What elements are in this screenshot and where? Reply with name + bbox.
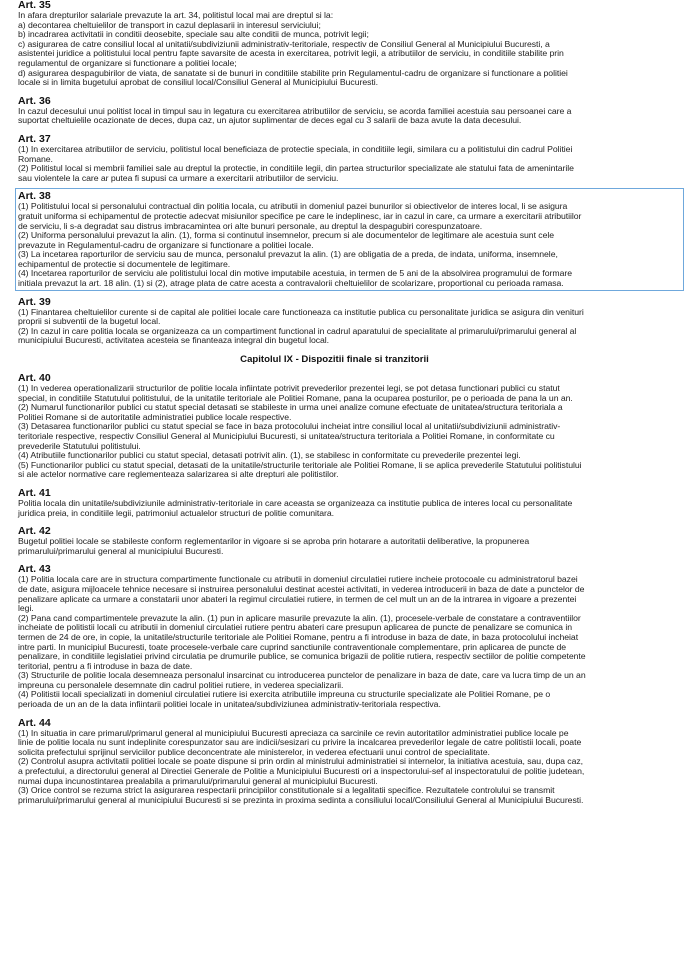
article-title: Art. 43: [18, 563, 51, 576]
article: [18, 134, 669, 183]
article-paragraph: (1) In exercitarea atributiilor de serviciu, politistul local beneficiaza de protectie speciala, in conditiile legii, similara cu a politistului din cadrul Politiei Romane.: [18, 143, 573, 164]
article-title: Art. 41: [18, 486, 51, 499]
article-title: Art. 39: [18, 295, 51, 308]
article-paragraph: (2) Numarul functionarilor publici cu statut special detasati se stabileste in urma unei analize comune efectuate de unitatea/structura teritoriala a Politiei Romane si de autoritatile administratiei publice locale respective.: [18, 402, 563, 422]
article-paragraph: Bugetul politiei locale se stabileste conform reglementarilor in vigoare si se aproba prin hotarare a autoritatii deliberative, la propunerea primarului/primarului general al municipiului Bucuresti.: [18, 536, 530, 556]
article-title: Art. 40: [18, 372, 51, 385]
article-paragraph: (4) Politistii locali specializati in domeniul circulatiei rutiere isi exercita atributiile impreuna cu structurile specializate ale Politiei Romane, pe o perioada de un an de la data infiintarii politiei locale in unitatea/subdiviziunea administrativ-teritoriala respectiva.: [18, 689, 551, 710]
article-title: Art. 38: [18, 190, 51, 203]
article-paragraph: (2) In cazul in care politia locala se organizeaza ca un compartiment functional in cadrul aparatului de specialitate al primarului/primarului general al municipiului Bucuresti, activitatea acesteia se finanteaza integral din bugetul local.: [18, 325, 577, 346]
article-title: Art. 44: [18, 716, 51, 729]
article: [18, 297, 669, 346]
article-paragraph: Politia locala din unitatile/subdiviziunile administrativ-teritoriale in care aceasta se organizeaza ca institutie publica de interes local cu personalitate juridica preia, in conditiile legii, patrimoniul actualelor structuri de politie comunitara.: [18, 497, 573, 518]
article-title: Art. 35: [18, 0, 51, 11]
article-paragraph: (1) Politistului local si personalului contractual din politia locala, cu atributii in domeniul pazei bunurilor si obiectivelor de interes local, li se asigura gratuit uniforma si echipamentul de protectie adecvat misiunilor specifice pe care le indeplinesc, iar in cazul in care, ca urmare a exercitarii atributiilor de serviciu, li s-a degradat sau distrus imbracamintea ori alte bunuri personale, au dreptul la despagubiri corespunzatoare.: [18, 201, 582, 231]
article-paragraph: (3) Structurile de politie locala desemneaza personalul insarcinat cu introducerea punctelor de penalizare in baza de date, care va lucra timp de un an impreuna cu personalele desemnate din cadrul politiei rutiere, in vederea specializarii.: [18, 670, 586, 690]
article: [18, 373, 669, 480]
article-paragraph: (4) Atributiile functionarilor publici cu statut special, detasati potrivit alin. (1), se stabilesc in conformitate cu prevederile prezentei legi.: [18, 450, 521, 461]
article: [18, 564, 669, 709]
article: [18, 0, 669, 88]
article: [18, 488, 669, 518]
article-paragraph: (1) In vederea operationalizarii structurilor de politie locala infiintate potrivit prevederilor prezentei legi, se pot detasa functionari publici cu statut special, in conditiile Statutului politistului, de la unitatile teritoriale ale Politiei Romane, pana la ocuparea posturilor, pe o perioada de pana la un an.: [18, 383, 573, 403]
article-paragraph: (3) La incetarea raporturilor de serviciu sau de munca, personalul prevazut la alin. (1) are obligatia de a preda, de indata, uniforma, insemnele, echipamentul de protectie si documentele de legitimare.: [18, 249, 558, 269]
article-title: Art. 42: [18, 525, 51, 538]
article-paragraph: (4) Incetarea raporturilor de serviciu ale politistului local din motive imputabile acestuia, in termen de 5 ani de la absolvirea programului de formare initiala prevazut la art. 18 alin. (1) si (2), atrage plata de catre acesta a contravalorii cheltuielilor de scolarizare, proportional cu perioada ramasa.: [18, 268, 572, 289]
article-paragraph: (3) Detasarea functionarilor publici cu statut special se face in baza protocolului incheiat intre consiliul local al unitatii/subdiviziunii administrativ- teritoriale respective, respectiv Consiliul General al Municipiului Bucuresti, si unitatea/structura teritoriala a Politiei Romane, in conformitate cu prevederile Statutului politistului.: [18, 421, 561, 451]
article-paragraph: In cazul decesului unui politist local in timpul sau in legatura cu exercitarea atributiilor de serviciu, se acorda familiei acestuia sau persoanei care a suportat cheltuielile ocazionate de deces, dupa caz, un ajutor suplimentar de deces egal cu 3 salarii de baza avute la data decesului.: [18, 105, 572, 126]
article: [18, 526, 669, 556]
article-paragraph: In afara drepturilor salariale prevazute la art. 34, politistul local mai are dreptul si la: a) decontarea cheltuielilor de transport in cazul deplasarii in interesul serviciului; b) incadrarea activitatii in conditii deosebite, speciale sau alte conditii de munca, potrivit legii; c) asigurarea de catre consiliul local al unitatii/subdiviziunii administrativ-teritoriale, respectiv de Consiliul General al Municipiului Bucuresti, a asistentei juridice a politistului local pentru fapte savarsite de acesta in exercitarea, potrivit legii, a atributiilor de serviciu, in conditiile stabilite prin regulamentul de organizare si functionare a politiei locale; d) asigurarea despagubirilor de viata, de sanatate si de bunuri in conditiile stabilite prin Regulamentul-cadru de organizare si functionare a politiei locale si in limita bugetului aprobat de consiliul local/Consiliul General al Municipiului Bucuresti.: [18, 10, 568, 88]
article-paragraph: (3) Orice control se rezuma strict la asigurarea respectarii principiilor constitutionale si a legalitatii specifice. Rezultatele controlului se transmit primarului/primarului general al municipiului Bucuresti si se prezinta in proxima sedinta a consiliului local/Consiliului General al Municipiului Bucuresti.: [18, 785, 584, 805]
article: [18, 718, 669, 806]
article-paragraph: (2) Politistul local si membrii familiei sale au dreptul la protectie, in conditiile legii, din partea structurilor specializate ale statului fata de amenintarile sau violentele la care ar putea fi supusi ca urmare a exercitarii atributiilor de serviciu.: [18, 163, 574, 183]
article-paragraph: (1) Finantarea cheltuielilor curente si de capital ale politiei locale care functioneaza ca institutie publica cu personalitate juridica se asigura din venituri proprii si subventii de la bugetul local.: [18, 306, 584, 327]
article-paragraph: (1) Politia locala care are in structura compartimente functionale cu atributii in domeniul circulatiei rutiere incheie protocoale cu administratorul bazei de date, asigura mijloacele tehnice necesare si instruirea personalului destinat acestei activitati, in vederea introducerii in baza de date a punctelor de penalizare aplicate ca urmare a constatarii unor abateri la regimul circulatiei rutiere, in termen de cel mult un an de la intrarea in vigoare a prezentei legi.: [18, 574, 585, 614]
article: [18, 96, 669, 126]
articles-before-chapter: [18, 0, 669, 346]
article-title: Art. 36: [18, 94, 51, 107]
article-paragraph: (2) Uniforma personalului prevazut la alin. (1), forma si continutul insemnelor, precum si ale documentelor de legitimare ale acestuia sunt cele prevazute in Regulamentul-cadru de organizare si functionare a politiei locale.: [18, 230, 555, 250]
article-paragraph: (2) Pana cand compartimentele prevazute la alin. (1) pun in aplicare masurile prevazute la alin. (1), procesele-verbale de constatare a contraventiilor incheiate de politistii locali cu atributii in domeniul circulatiei rutiere pentru abateri care presupun aplicarea de puncte de penalizare se comunica in termen de 24 de ore, in copie, la unitatile/structurile teritoriale ale Politiei Romane, pentru a fi introduse in baza de date, in baza protocolului incheiat intre parti. In municipiul Bucuresti, toate procesele-verbale care cuprind sanctiunile contraventionale complementare, prin aplicarea de puncte de penalizare, in conditiile legislatiei privind circulatia pe drumurile publice, se comunica brigazii de politie rutiera, respectiv sectiilor de politie competente teritorial, pentru a fi introduse in baza de date.: [18, 612, 586, 671]
article-paragraph: (2) Controlul asupra activitatii politiei locale se poate dispune si prin ordin al ministrului administratiei si internelor, la initiativa acestuia, sau, dupa caz, a prefectului, a directorului general al Directiei Generale de Politie a Municipiului Bucuresti ori a inspectorului-sef al inspectoratului de politie judetean, numai dupa incunostintarea prealabila a primarului/primarului general al municipiului Bucuresti.: [18, 756, 585, 786]
article: [18, 191, 669, 288]
chapter-heading: Capitolul IX - Dispozitii finale si tranzitorii: [240, 354, 429, 366]
articles-after-chapter: [18, 373, 669, 805]
article-paragraph: (1) In situatia in care primarul/primarul general al municipiului Bucuresti apreciaza ca sarcinile ce revin autoritatilor administratiei publice locale pe linie de politie locala nu sunt indeplinite corespunzator sau are indicii/sesizari cu privire la incalcarea prevederilor legale de catre politistii locali, poate solicita prefectului sprijinul serviciilor publice deconcentrate ale ministerelor, in vederea efectuarii unui control de specialitate.: [18, 727, 582, 757]
article-title: Art. 37: [18, 132, 51, 145]
article-paragraph: (5) Functionarilor publici cu statut special, detasati de la unitatile/structurile teritoriale ale Politiei Romane, li se aplica prevederile Statutului politistului si ale actelor normative care reglementeaza salarizarea si alte drepturi ale politistilor.: [18, 459, 582, 480]
